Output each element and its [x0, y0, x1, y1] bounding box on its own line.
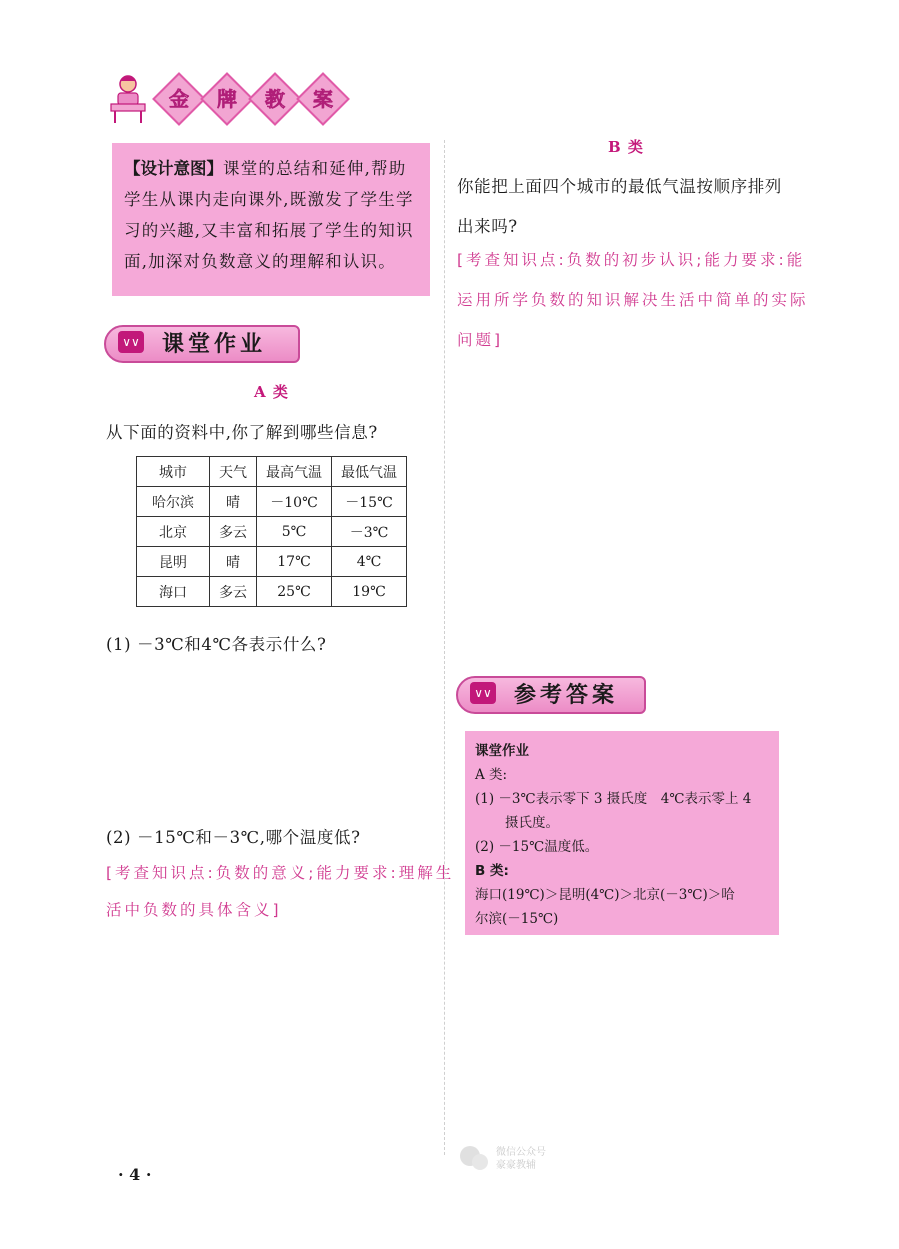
answers-a2: (2) －15℃温度低。	[475, 839, 599, 855]
table-cell: 多云	[210, 517, 257, 547]
category-a-question: 从下面的资料中,你了解到哪些信息?	[106, 423, 378, 442]
header-char-2: 牌	[217, 87, 237, 111]
table-cell: 北京	[137, 517, 210, 547]
question-1: (1) －3℃和4℃各表示什么?	[106, 635, 327, 654]
design-intent-text: 课堂的总结和延伸,帮助学生从课内走向课外,既激发了学生学习的兴趣,又丰富和拓展了学生的知识面,加深对负数意义的理解和认识。	[124, 159, 414, 271]
classwork-banner-title: 课堂作业	[162, 332, 267, 357]
table-cell: 晴	[210, 487, 257, 517]
table-cell: 17℃	[257, 547, 332, 577]
chevron-down-icon: ∨∨	[118, 331, 144, 353]
category-a-title: A 类	[254, 383, 289, 401]
table-cell: －15℃	[332, 487, 407, 517]
table-cell: －10℃	[257, 487, 332, 517]
answers-a1-line-1: (1) －3℃表示零下 3 摄氏度 4℃表示零上 4	[475, 791, 752, 807]
answers-box	[465, 731, 779, 935]
table-header-cell: 最高气温	[257, 457, 332, 487]
table-cell: 4℃	[332, 547, 407, 577]
a-note-line-1: [考查知识点:负数的意义;能力要求:理解生	[106, 864, 455, 882]
b-note-line-3: 问题]	[457, 331, 504, 349]
table-cell: 多云	[210, 577, 257, 607]
answers-banner	[456, 676, 646, 714]
table-cell: 晴	[210, 547, 257, 577]
wechat-logo-icon	[456, 1140, 492, 1176]
category-b-question-line-2: 出来吗?	[457, 217, 518, 236]
b-note-line-1: [考查知识点:负数的初步认识;能力要求:能	[457, 251, 806, 269]
answers-a-label: A 类:	[475, 767, 508, 783]
classwork-banner	[104, 325, 300, 363]
a-note-line-2: 活中负数的具体含义]	[106, 901, 282, 919]
answers-title: 课堂作业	[475, 743, 529, 759]
table-header-cell: 城市	[137, 457, 210, 487]
category-b-question-line-1: 你能把上面四个城市的最低气温按顺序排列	[457, 177, 782, 196]
answers-a1-line-2: 摄氏度。	[505, 815, 559, 831]
weather-table	[136, 456, 407, 607]
table-cell: 25℃	[257, 577, 332, 607]
column-divider	[444, 140, 445, 1155]
page-number: · 4 ·	[118, 1165, 152, 1184]
chevron-down-icon: ∨∨	[470, 682, 496, 704]
header-char-3: 教	[265, 87, 285, 111]
table-row	[137, 517, 407, 547]
watermark-line-1: 微信公众号	[496, 1147, 546, 1158]
answers-b-line-2: 尔滨(－15℃)	[475, 911, 559, 927]
design-intent-tag: 【设计意图】	[124, 159, 223, 178]
table-cell: 昆明	[137, 547, 210, 577]
watermark	[456, 1140, 548, 1176]
table-row	[137, 487, 407, 517]
table-cell: 海口	[137, 577, 210, 607]
answers-b-label: B 类:	[475, 863, 509, 879]
student-at-desk-icon	[108, 72, 148, 124]
b-note-line-2: 运用所学负数的知识解决生活中简单的实际	[457, 291, 809, 309]
header-logo	[108, 70, 348, 126]
table-cell: 19℃	[332, 577, 407, 607]
table-row	[137, 577, 407, 607]
table-header-row	[137, 457, 407, 487]
table-header-cell: 天气	[210, 457, 257, 487]
category-b-title: B 类	[608, 138, 644, 156]
watermark-line-2: 豪豪教辅	[496, 1160, 536, 1171]
table-row	[137, 547, 407, 577]
question-2: (2) －15℃和－3℃,哪个温度低?	[106, 828, 361, 847]
table-cell: 哈尔滨	[137, 487, 210, 517]
table-cell: 5℃	[257, 517, 332, 547]
answers-b-line-1: 海口(19℃)＞昆明(4℃)＞北京(－3℃)＞哈	[475, 887, 735, 903]
design-intent-box	[112, 143, 430, 296]
header-char-4: 案	[313, 87, 333, 111]
header-char-1: 金	[169, 87, 189, 111]
table-header-cell: 最低气温	[332, 457, 407, 487]
table-cell: －3℃	[332, 517, 407, 547]
answers-banner-title: 参考答案	[514, 683, 619, 708]
